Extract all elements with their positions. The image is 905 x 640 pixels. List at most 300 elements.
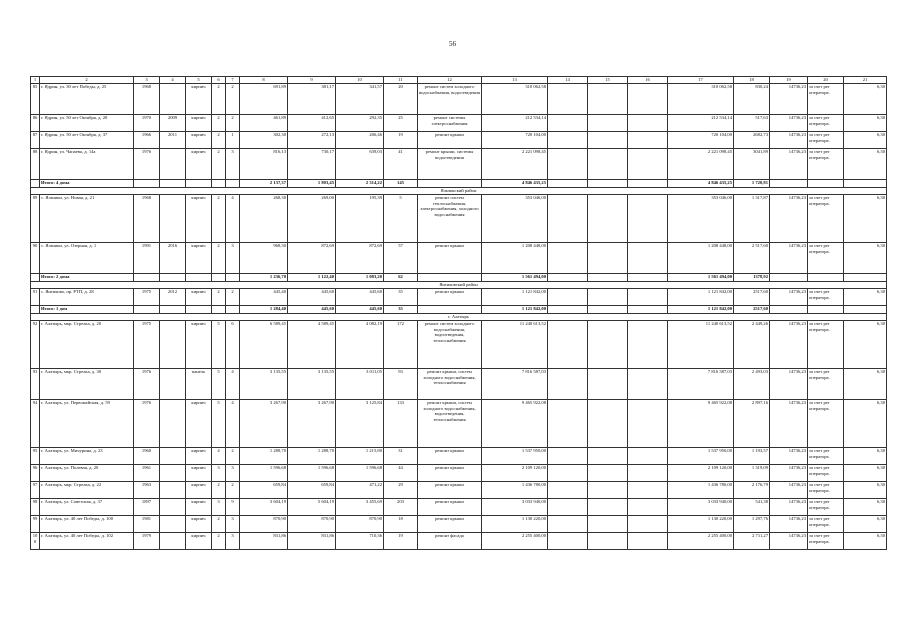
table-cell-col1: 90 bbox=[31, 242, 40, 273]
table-cell-col15 bbox=[588, 194, 628, 242]
table-cell-col13: 1 436 780,00 bbox=[482, 481, 548, 498]
table-cell-col20: за счет рег оператора. bbox=[808, 481, 844, 498]
table-cell-col16 bbox=[628, 114, 668, 131]
table-cell-col13: 212 534,14 bbox=[482, 114, 548, 131]
table-cell-col2: г. Алатырь, мкр. Стрелка, д. 22 bbox=[40, 481, 134, 498]
table-cell-col13: 7 816 587,03 bbox=[482, 368, 548, 399]
table-cell-col8: 445,40 bbox=[240, 288, 288, 305]
table-cell-col11: 19 bbox=[384, 532, 418, 549]
table-cell-col1 bbox=[31, 273, 40, 281]
table-cell-col15 bbox=[588, 273, 628, 281]
table-row bbox=[31, 498, 887, 515]
table-cell-col5: кирпич bbox=[186, 194, 212, 242]
table-cell-col13: 2 109 120,00 bbox=[482, 464, 548, 481]
table-cell-col13: 4 846 435,25 bbox=[482, 179, 548, 187]
table-cell-col5 bbox=[186, 273, 212, 281]
table-cell-col19: 14736,23 bbox=[770, 194, 808, 242]
table-cell-col16 bbox=[628, 273, 668, 281]
table-cell-col21: 6,30 bbox=[844, 399, 887, 447]
table-cell-col3: 1976 bbox=[134, 148, 160, 179]
table-cell-col17: 4 846 435,25 bbox=[668, 179, 734, 187]
table-cell-col5 bbox=[186, 305, 212, 313]
table-cell-col9: 872,69 bbox=[288, 242, 336, 273]
table-cell-col1: 96 bbox=[31, 464, 40, 481]
table-cell-col20: за счет рег оператора. bbox=[808, 131, 844, 148]
table-cell-col16 bbox=[628, 131, 668, 148]
table-cell-col16 bbox=[628, 515, 668, 532]
table-cell-col13: 1 537 950,00 bbox=[482, 447, 548, 464]
table-cell-col19: 14736,23 bbox=[770, 399, 808, 447]
table-cell-col20: за счет рег оператора. bbox=[808, 114, 844, 131]
column-number-21: 21 bbox=[844, 77, 887, 84]
table-cell-col4 bbox=[160, 532, 186, 549]
table-cell-col5: кирпич bbox=[186, 498, 212, 515]
table-cell-col13: 1 561 494,00 bbox=[482, 273, 548, 281]
table-cell-col16 bbox=[628, 179, 668, 187]
table-cell-col7: 4 bbox=[226, 399, 240, 447]
table-cell-col8: 870,90 bbox=[240, 515, 288, 532]
table-cell-col14 bbox=[548, 83, 588, 114]
table-cell-col20: за счет рег оператора. bbox=[808, 532, 844, 549]
table-cell-col19 bbox=[770, 179, 808, 187]
table-cell-col6: 5 bbox=[212, 320, 226, 368]
table-cell-col20 bbox=[808, 179, 844, 187]
table-cell-col12: ремонт систем холодного водоснабжения, водоотведения bbox=[418, 83, 482, 114]
table-cell-col14 bbox=[548, 305, 588, 313]
column-number-13: 13 bbox=[482, 77, 548, 84]
table-cell-col12: ремонт системы электроснабжения bbox=[418, 114, 482, 131]
table-row bbox=[31, 532, 887, 549]
page-number: 56 bbox=[449, 40, 456, 48]
table-cell-col2: г. Алатырь, ул. Советская, д. 37 bbox=[40, 498, 134, 515]
table-cell-col7: 3 bbox=[226, 532, 240, 549]
table-cell-col3: 1975 bbox=[134, 320, 160, 368]
table-cell-col6: 4 bbox=[212, 447, 226, 464]
table-cell-col4: 2016 bbox=[160, 242, 186, 273]
table-cell-col11: 172 bbox=[384, 320, 418, 368]
table-cell-col11: 35 bbox=[384, 288, 418, 305]
table-cell-col14 bbox=[548, 368, 588, 399]
table-cell-col10: 2 314,22 bbox=[336, 179, 384, 187]
table-cell-col3: 1970 bbox=[134, 114, 160, 131]
table-cell-col9: 4 589,45 bbox=[288, 320, 336, 368]
table-cell-col15 bbox=[588, 83, 628, 114]
table-cell-col2: г. Алатырь, ул. 40 лет Победы, д. 100 bbox=[40, 515, 134, 532]
table-cell-col8: 302,30 bbox=[240, 131, 288, 148]
table-row bbox=[31, 83, 887, 114]
table-cell-col14 bbox=[548, 515, 588, 532]
table-cell-col5: кирпич bbox=[186, 242, 212, 273]
table-cell-col11: 35 bbox=[384, 305, 418, 313]
table-cell-col2: г. Алатырь, ул. 40 лет Победы, д. 102 bbox=[40, 532, 134, 549]
table-cell-col7: 6 bbox=[226, 320, 240, 368]
table-cell-col5: кирпич bbox=[186, 532, 212, 549]
table-cell-col4 bbox=[160, 447, 186, 464]
table-cell-col9: 1 596,68 bbox=[288, 464, 336, 481]
table-cell-col20: за счет рег оператора. bbox=[808, 368, 844, 399]
table-cell-col12: ремонт крыши bbox=[418, 288, 482, 305]
table-cell-col3: 1968 bbox=[134, 194, 160, 242]
table-cell-col16 bbox=[628, 288, 668, 305]
table-cell-col18: 1 317,87 bbox=[734, 194, 770, 242]
table-cell-col2: с. Янтиково, пр. РТП, д. 28 bbox=[40, 288, 134, 305]
table-cell-col6: 2 bbox=[212, 288, 226, 305]
table-cell-col21: 6,30 bbox=[844, 368, 887, 399]
column-number-3: 3 bbox=[134, 77, 160, 84]
table-cell-col8: 3 267,90 bbox=[240, 399, 288, 447]
table-cell-col10: 710,36 bbox=[336, 532, 384, 549]
table-cell-col5: кирпич bbox=[186, 131, 212, 148]
table-cell-col14 bbox=[548, 447, 588, 464]
table-cell-col20: за счет рег оператора. bbox=[808, 148, 844, 179]
table-cell-col10: 471,22 bbox=[336, 481, 384, 498]
table-cell-col3: 1961 bbox=[134, 464, 160, 481]
table-cell-col19: 14736,23 bbox=[770, 464, 808, 481]
table-cell-col17: 2 109 120,00 bbox=[668, 464, 734, 481]
table-cell-col12: ремонт крыши, систем холодного водоснабжения, теплоснабжения bbox=[418, 368, 482, 399]
table-cell-col11: 145 bbox=[384, 179, 418, 187]
table-cell-col21 bbox=[844, 273, 887, 281]
table-cell-col7: 3 bbox=[226, 148, 240, 179]
table-cell-col12: ремонт крыши bbox=[418, 447, 482, 464]
table-cell-col18: 1 297,76 bbox=[734, 515, 770, 532]
table-row bbox=[31, 399, 887, 447]
table-cell-col12: ремонт крыши bbox=[418, 481, 482, 498]
table-cell-col6: 2 bbox=[212, 83, 226, 114]
table-cell-col10: 292,35 bbox=[336, 114, 384, 131]
table-cell-col2: с. Яльчики, ул. Новая, д. 21 bbox=[40, 194, 134, 242]
table-cell-col1: 95 bbox=[31, 447, 40, 464]
table-cell-col21: 6,30 bbox=[844, 320, 887, 368]
table-cell-col11: 203 bbox=[384, 498, 418, 515]
table-cell-col8: 1 236,70 bbox=[240, 273, 288, 281]
subtotal-row bbox=[31, 273, 887, 281]
table-cell-col17: 3 033 940,00 bbox=[668, 498, 734, 515]
table-cell-col21: 6,30 bbox=[844, 464, 887, 481]
table-cell-col14 bbox=[548, 464, 588, 481]
table-cell-col1: 85 bbox=[31, 83, 40, 114]
table-cell-col19 bbox=[770, 305, 808, 313]
table-cell-col18: 2517,60 bbox=[734, 288, 770, 305]
table-cell-col20: за счет рег оператора. bbox=[808, 447, 844, 464]
table-cell-col21: 6,30 bbox=[844, 532, 887, 549]
table-cell-col11: 19 bbox=[384, 131, 418, 148]
subtotal-row bbox=[31, 179, 887, 187]
column-number-6: 6 bbox=[212, 77, 226, 84]
table-cell-col13: 11 240 613,52 bbox=[482, 320, 548, 368]
table-cell-col9: 272,13 bbox=[288, 131, 336, 148]
table-cell-col19: 14736,23 bbox=[770, 83, 808, 114]
table-row bbox=[31, 194, 887, 242]
table-cell-col9: 445,60 bbox=[288, 305, 336, 313]
table-cell-col13: 2 255 400,00 bbox=[482, 532, 548, 549]
table-cell-col19: 14736,23 bbox=[770, 148, 808, 179]
table-cell-col8: 816,13 bbox=[240, 148, 288, 179]
table-cell-col12: ремонт систем теплоснабжения, электроснабжения, холодного водоснабжения bbox=[418, 194, 482, 242]
table-cell-col12: ремонт систем холодного водоснабжения, водоотведения, теплоснабжения bbox=[418, 320, 482, 368]
column-number-18: 18 bbox=[734, 77, 770, 84]
table-cell-col14 bbox=[548, 114, 588, 131]
table-cell-col13: 720 104,00 bbox=[482, 131, 548, 148]
table-cell-col8: 268,30 bbox=[240, 194, 288, 242]
table-cell-col9: 445,60 bbox=[288, 288, 336, 305]
table-cell-col15 bbox=[588, 399, 628, 447]
table-cell-col13: 1 121 842,00 bbox=[482, 288, 548, 305]
table-cell-col13: 310 062,58 bbox=[482, 83, 548, 114]
table-cell-col5: кирпич bbox=[186, 399, 212, 447]
table-cell-col2: г. Алатырь, ул. Мичурина, д. 23 bbox=[40, 447, 134, 464]
repair-program-table bbox=[30, 76, 887, 550]
table-cell-col10: 870,90 bbox=[336, 515, 384, 532]
table-cell-col13: 1 121 842,00 bbox=[482, 305, 548, 313]
table-cell-col5: кирпич bbox=[186, 515, 212, 532]
table-cell-col8: 1 284,40 bbox=[240, 305, 288, 313]
table-cell-col15 bbox=[588, 305, 628, 313]
table-cell-col11: 93 bbox=[384, 368, 418, 399]
table-cell-col4 bbox=[160, 368, 186, 399]
table-cell-col10: 445,60 bbox=[336, 288, 384, 305]
table-cell-col14 bbox=[548, 288, 588, 305]
table-cell-col16 bbox=[628, 464, 668, 481]
table-cell-col21 bbox=[844, 305, 887, 313]
table-cell-col6: 2 bbox=[212, 532, 226, 549]
table-cell-col10: 1 215,80 bbox=[336, 447, 384, 464]
column-number-19: 19 bbox=[770, 77, 808, 84]
table-cell-col19: 14736,23 bbox=[770, 498, 808, 515]
table-cell-col4: 2009 bbox=[160, 114, 186, 131]
table-cell-col13: 3 033 940,00 bbox=[482, 498, 548, 515]
table-cell-col9: 1 803,45 bbox=[288, 179, 336, 187]
table-cell-col1: 94 bbox=[31, 399, 40, 447]
table-cell-col4: 2011 bbox=[160, 131, 186, 148]
table-cell-col16 bbox=[628, 305, 668, 313]
table-cell-col21: 6,30 bbox=[844, 83, 887, 114]
table-cell-col6: 2 bbox=[212, 242, 226, 273]
subtotal-row bbox=[31, 305, 887, 313]
table-cell-col7: 4 bbox=[226, 368, 240, 399]
table-cell-col1: 97 bbox=[31, 481, 40, 498]
column-number-9: 9 bbox=[288, 77, 336, 84]
table-row bbox=[31, 320, 887, 368]
table-row bbox=[31, 131, 887, 148]
table-cell-col4 bbox=[160, 148, 186, 179]
table-cell-col17: 1 436 780,00 bbox=[668, 481, 734, 498]
table-cell-col18: 830,24 bbox=[734, 83, 770, 114]
table-cell-col5: кирпич bbox=[186, 447, 212, 464]
table-cell-col21: 6,30 bbox=[844, 515, 887, 532]
table-cell-col7 bbox=[226, 305, 240, 313]
table-cell-col7: 2 bbox=[226, 114, 240, 131]
table-cell-col3 bbox=[134, 179, 160, 187]
table-cell-col17: 212 534,14 bbox=[668, 114, 734, 131]
table-cell-col17: 1 121 842,00 bbox=[668, 288, 734, 305]
column-number-8: 8 bbox=[240, 77, 288, 84]
table-cell-col8: 1 596,68 bbox=[240, 464, 288, 481]
table-row bbox=[31, 481, 887, 498]
table-cell-col2: г. Ядрин, ул. 30 лет Победы, д. 25 bbox=[40, 83, 134, 114]
table-cell-col21: 6,30 bbox=[844, 447, 887, 464]
table-cell-col4 bbox=[160, 83, 186, 114]
table-cell-col4 bbox=[160, 464, 186, 481]
table-cell-col18: 2517,60 bbox=[734, 305, 770, 313]
table-cell-col14 bbox=[548, 498, 588, 515]
table-cell-col15 bbox=[588, 447, 628, 464]
table-cell-col6: 3 bbox=[212, 464, 226, 481]
header-row bbox=[31, 77, 887, 84]
table-cell-col18: 541,38 bbox=[734, 498, 770, 515]
table-cell-col15 bbox=[588, 242, 628, 273]
table-cell-col6: 5 bbox=[212, 368, 226, 399]
table-cell-col13: 353 046,00 bbox=[482, 194, 548, 242]
table-cell-col19: 14736,23 bbox=[770, 532, 808, 549]
table-row bbox=[31, 464, 887, 481]
table-cell-col21: 6,30 bbox=[844, 131, 887, 148]
section-title: Янтиковский район bbox=[31, 281, 887, 288]
table-cell-col9: 412,65 bbox=[288, 114, 336, 131]
table-cell-col19: 14736,23 bbox=[770, 131, 808, 148]
table-cell-col9: 3 135,55 bbox=[288, 368, 336, 399]
table-cell-col2: г. Ядрин, ул. Чапаева, д. 14а bbox=[40, 148, 134, 179]
table-cell-col8: 968,30 bbox=[240, 242, 288, 273]
table-cell-col1: 98 bbox=[31, 498, 40, 515]
table-cell-col2: г. Ядрин, ул. 50 лет Октября, д. 37 bbox=[40, 131, 134, 148]
table-cell-col6: 2 bbox=[212, 515, 226, 532]
table-cell-col15 bbox=[588, 320, 628, 368]
table-cell-col12: ремонт крыши, системы водоотведения bbox=[418, 148, 482, 179]
table-cell-col2: Итого: 2 дома bbox=[40, 273, 134, 281]
table-cell-col2: Итого: 1 дом bbox=[40, 305, 134, 313]
table-cell-col17: 1 130 220,00 bbox=[668, 515, 734, 532]
table-cell-col19: 14736,23 bbox=[770, 368, 808, 399]
table-cell-col17: 353 046,00 bbox=[668, 194, 734, 242]
table-cell-col3: 1981 bbox=[134, 515, 160, 532]
table-cell-col3: 1975 bbox=[134, 288, 160, 305]
table-cell-col18: 2 449,26 bbox=[734, 320, 770, 368]
table-cell-col20: за счет рег оператора. bbox=[808, 242, 844, 273]
table-cell-col13: 2 221 098,45 bbox=[482, 148, 548, 179]
table-cell-col5: кирпич bbox=[186, 288, 212, 305]
table-cell-col5: кирпич bbox=[186, 464, 212, 481]
table-cell-col4 bbox=[160, 179, 186, 187]
table-cell-col19: 14736,23 bbox=[770, 515, 808, 532]
table-cell-col6: 5 bbox=[212, 399, 226, 447]
table-cell-col18: 1378,92 bbox=[734, 273, 770, 281]
section-title: г. Алатырь bbox=[31, 313, 887, 320]
table-cell-col15 bbox=[588, 481, 628, 498]
table-cell-col11: 18 bbox=[384, 515, 418, 532]
table-cell-col21 bbox=[844, 179, 887, 187]
table-cell-col11: 62 bbox=[384, 273, 418, 281]
table-cell-col8: 2 137,37 bbox=[240, 179, 288, 187]
table-cell-col15 bbox=[588, 368, 628, 399]
table-cell-col11: 41 bbox=[384, 148, 418, 179]
table-cell-col3: 1966 bbox=[134, 131, 160, 148]
table-cell-col16 bbox=[628, 481, 668, 498]
table-cell-col17: 1 121 842,00 bbox=[668, 305, 734, 313]
table-cell-col16 bbox=[628, 320, 668, 368]
table-cell-col14 bbox=[548, 320, 588, 368]
table-cell-col10: 639,03 bbox=[336, 148, 384, 179]
table-cell-col1: 87 bbox=[31, 131, 40, 148]
table-cell-col20: за счет рег оператора. bbox=[808, 194, 844, 242]
table-cell-col21: 6,30 bbox=[844, 288, 887, 305]
table-cell-col6: 2 bbox=[212, 131, 226, 148]
table-cell-col16 bbox=[628, 194, 668, 242]
table-cell-col20 bbox=[808, 305, 844, 313]
table-cell-col3 bbox=[134, 305, 160, 313]
table-cell-col1: 92 bbox=[31, 320, 40, 368]
table-cell-col2: г. Алатырь, ул. Первомайская, д. 59 bbox=[40, 399, 134, 447]
table-row bbox=[31, 447, 887, 464]
table-cell-col17: 720 104,00 bbox=[668, 131, 734, 148]
table-cell-col12 bbox=[418, 273, 482, 281]
column-number-17: 17 bbox=[668, 77, 734, 84]
table-cell-col8: 6 589,45 bbox=[240, 320, 288, 368]
column-number-11: 11 bbox=[384, 77, 418, 84]
table-cell-col15 bbox=[588, 179, 628, 187]
table-cell-col4 bbox=[160, 399, 186, 447]
table-cell-col4 bbox=[160, 194, 186, 242]
table-cell-col19: 14736,23 bbox=[770, 481, 808, 498]
table-cell-col14 bbox=[548, 273, 588, 281]
table-cell-col8: 3 135,55 bbox=[240, 368, 288, 399]
table-cell-col9: 1 122,40 bbox=[288, 273, 336, 281]
table-cell-col3: 1963 bbox=[134, 481, 160, 498]
table-cell-col12: ремонт крыши, систем холодного водоснабжения, водоотведения, теплоснабжения bbox=[418, 399, 482, 447]
table-row bbox=[31, 515, 887, 532]
table-cell-col12: ремонт крыши bbox=[418, 515, 482, 532]
column-number-10: 10 bbox=[336, 77, 384, 84]
table-cell-col10: 1 083,20 bbox=[336, 273, 384, 281]
table-cell-col16 bbox=[628, 368, 668, 399]
table-cell-col21: 6,30 bbox=[844, 114, 887, 131]
table-cell-col20: за счет рег оператора. bbox=[808, 399, 844, 447]
table-cell-col9: 3 267,90 bbox=[288, 399, 336, 447]
table-cell-col9: 381,17 bbox=[288, 83, 336, 114]
table-cell-col20: за счет рег оператора. bbox=[808, 464, 844, 481]
column-number-16: 16 bbox=[628, 77, 668, 84]
table-cell-col14 bbox=[548, 131, 588, 148]
table-cell-col8: 831,86 bbox=[240, 532, 288, 549]
table-cell-col6 bbox=[212, 305, 226, 313]
table-cell-col4 bbox=[160, 305, 186, 313]
table-cell-col11: 31 bbox=[384, 447, 418, 464]
table-cell-col5: кирпич bbox=[186, 114, 212, 131]
table-cell-col6: 2 bbox=[212, 148, 226, 179]
table-cell-col1: 86 bbox=[31, 114, 40, 131]
column-number-15: 15 bbox=[588, 77, 628, 84]
table-cell-col16 bbox=[628, 83, 668, 114]
section-title: Яльчикский район bbox=[31, 187, 887, 194]
table-cell-col18: 1 720,81 bbox=[734, 179, 770, 187]
table-cell-col6: 2 bbox=[212, 481, 226, 498]
table-cell-col21: 6,30 bbox=[844, 148, 887, 179]
table-cell-col7 bbox=[226, 179, 240, 187]
table-cell-col9: 831,86 bbox=[288, 532, 336, 549]
table-cell-col17: 9 465 922,08 bbox=[668, 399, 734, 447]
table-cell-col2: г. Алатырь, мкр. Стрелка, д. 30 bbox=[40, 368, 134, 399]
table-cell-col16 bbox=[628, 242, 668, 273]
table-cell-col8: 461,89 bbox=[240, 114, 288, 131]
table-cell-col1: 93 bbox=[31, 368, 40, 399]
table-cell-col5: кирпич bbox=[186, 83, 212, 114]
table-cell-col21: 6,30 bbox=[844, 242, 887, 273]
table-cell-col9: 5 604,19 bbox=[288, 498, 336, 515]
table-cell-col15 bbox=[588, 532, 628, 549]
table-cell-col7: 3 bbox=[226, 464, 240, 481]
table-cell-col18: 2 897,16 bbox=[734, 399, 770, 447]
table-cell-col8: 1 288,70 bbox=[240, 447, 288, 464]
